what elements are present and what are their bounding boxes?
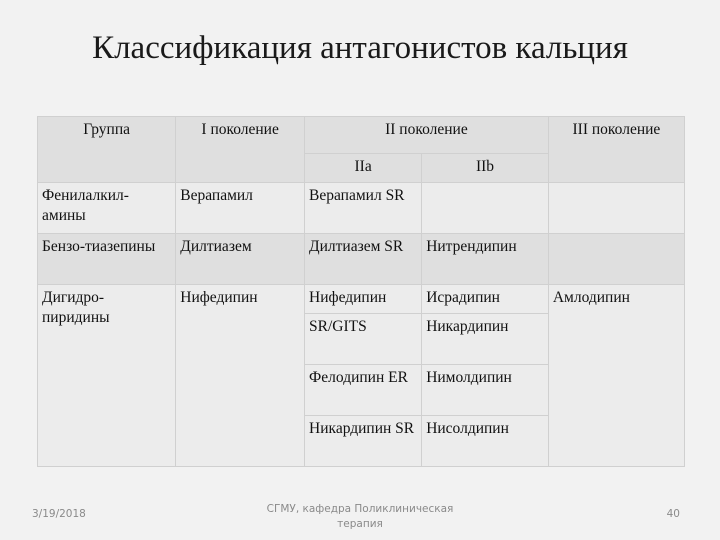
header-2a: IIa: [305, 154, 422, 183]
cell-2b: [422, 183, 549, 234]
cell-group: Дигидро-пиридины: [38, 285, 176, 467]
cell-gen3: [548, 183, 684, 234]
slide-title: Классификация антагонистов кальция: [92, 30, 628, 66]
cell-2a: Никардипин SR: [305, 416, 422, 467]
cell-2a: Дилтиазем SR: [305, 234, 422, 285]
footer-date: 3/19/2018: [32, 508, 86, 520]
cell-2b: Нисолдипин: [422, 416, 549, 467]
cell-2b: Нитрендипин: [422, 234, 549, 285]
header-group: Группа: [38, 117, 176, 183]
cell-2a: Фелодипин ER: [305, 365, 422, 416]
cell-2a: Верапамил SR: [305, 183, 422, 234]
cell-gen1: Нифедипин: [176, 285, 305, 467]
table-row: [38, 183, 685, 234]
header-gen1: I поколение: [176, 117, 305, 183]
header-gen3: III поколение: [548, 117, 684, 183]
cell-gen3: Амлодипин: [548, 285, 684, 467]
cell-2b: Никардипин: [422, 314, 549, 365]
cell-group: Бензо-тиазепины: [38, 234, 176, 285]
cell-gen1: Верапамил: [176, 183, 305, 234]
cell-group: Фенилалкил-амины: [38, 183, 176, 234]
cell-gen3: [548, 234, 684, 285]
classification-table: [37, 116, 685, 467]
cell-2b: Исрадипин: [422, 285, 549, 314]
cell-2a: SR/GITS: [305, 314, 422, 365]
cell-2b: Нимолдипин: [422, 365, 549, 416]
cell-2a: Нифедипин: [305, 285, 422, 314]
header-gen2: II поколение: [305, 117, 549, 154]
footer-organization: СГМУ, кафедра Поликлиническая терапия: [266, 503, 454, 531]
header-2b: IIb: [422, 154, 549, 183]
cell-gen1: Дилтиазем: [176, 234, 305, 285]
table-header-row: [38, 117, 685, 154]
table-row: [38, 285, 685, 314]
table-row: [38, 234, 685, 285]
page-number: 40: [666, 508, 680, 520]
